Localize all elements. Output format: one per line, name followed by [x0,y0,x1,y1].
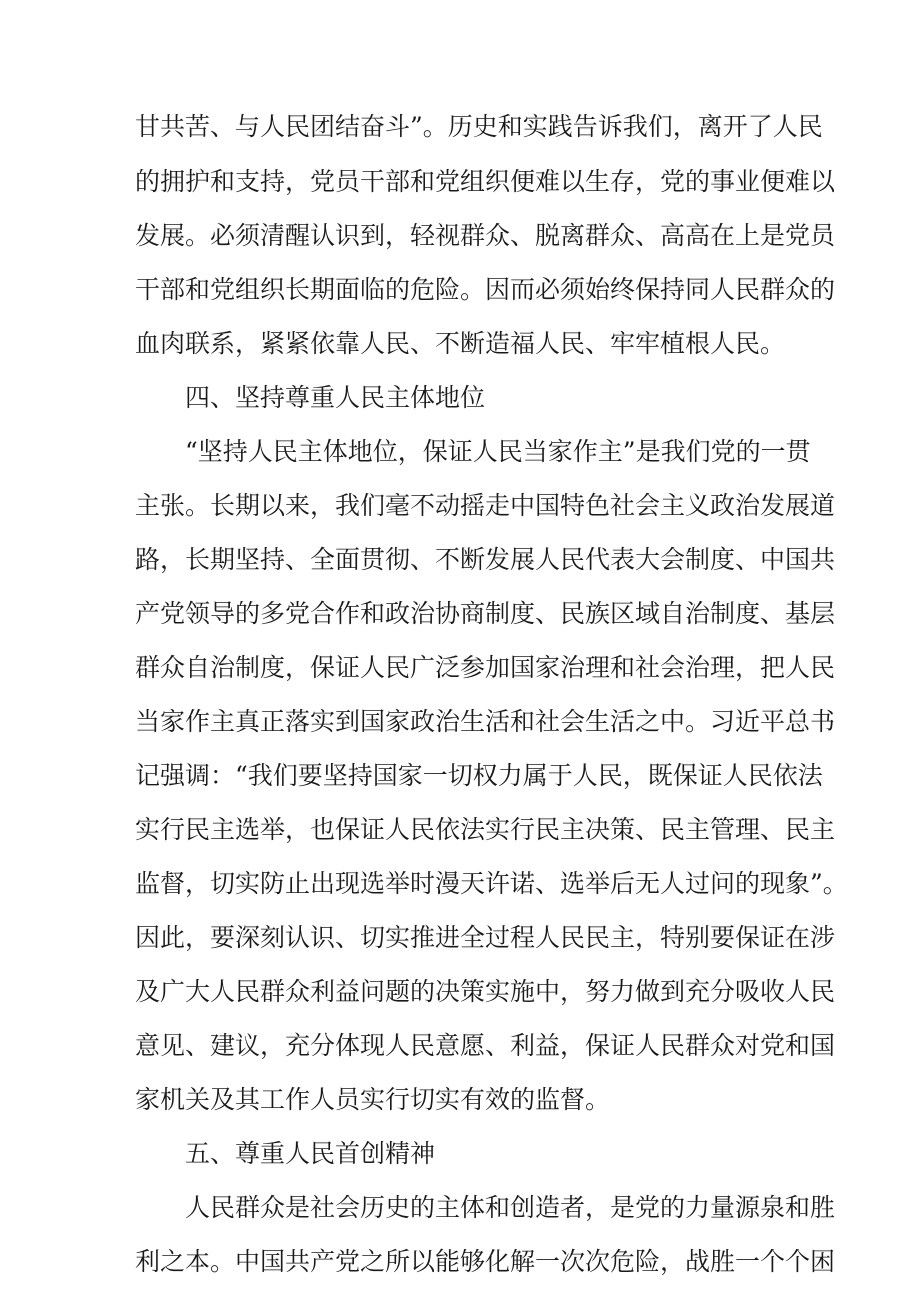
paragraph-line: 路，长期坚持、全面贯彻、不断发展人民代表大会制度、中国共 [135,545,836,574]
paragraph-line: 家机关及其工作人员实行切实有效的监督。 [135,1085,611,1114]
paragraph-line: 血肉联系，紧紧依靠人民、不断造福人民、牢牢植根人民。 [135,329,786,358]
section-heading: 五、尊重人民首创精神 [185,1139,436,1168]
paragraph-line: “坚持人民主体地位，保证人民当家作主”是我们党的一贯 [185,437,811,466]
paragraph-line: 实行民主选举，也保证人民依法实行民主决策、民主管理、民主 [135,815,836,844]
paragraph-line: 甘共苦、与人民团结奋斗”。历史和实践告诉我们，离开了人民 [135,112,823,141]
paragraph-line: 人民群众是社会历史的主体和创造者，是党的力量源泉和胜 [185,1193,836,1222]
paragraph-line: 当家作主真正落实到国家政治生活和社会生活之中。习近平总书 [135,707,836,736]
paragraph-line: 因此，要深刻认识、切实推进全过程人民民主，特别要保证在涉 [135,923,836,952]
paragraph-line: 干部和党组织长期面临的危险。因而必须始终保持同人民群众的 [135,275,836,304]
section-heading: 四、坚持尊重人民主体地位 [185,383,486,412]
paragraph-line: 产党领导的多党合作和政治协商制度、民族区域自治制度、基层 [135,599,836,628]
paragraph-line: 发展。必须清醒认识到，轻视群众、脱离群众、高高在上是党员 [135,221,836,250]
paragraph-line: 及广大人民群众利益问题的决策实施中，努力做到充分吸收人民 [135,977,836,1006]
paragraph-line: 群众自治制度，保证人民广泛参加国家治理和社会治理，把人民 [135,653,836,682]
paragraph-line: 监督，切实防止出现选举时漫天许诺、选举后无人过问的现象”。 [135,869,848,898]
paragraph-line: 意见、建议，充分体现人民意愿、利益，保证人民群众对党和国 [135,1031,836,1060]
paragraph-line: 利之本。中国共产党之所以能够化解一次次危险，战胜一个个困 [135,1247,836,1276]
paragraph-line: 记强调：“我们要坚持国家一切权力属于人民，既保证人民依法 [135,761,823,790]
paragraph-line: 的拥护和支持，党员干部和党组织便难以生存，党的事业便难以 [135,167,836,196]
paragraph-line: 主张。长期以来，我们毫不动摇走中国特色社会主义政治发展道 [135,491,836,520]
